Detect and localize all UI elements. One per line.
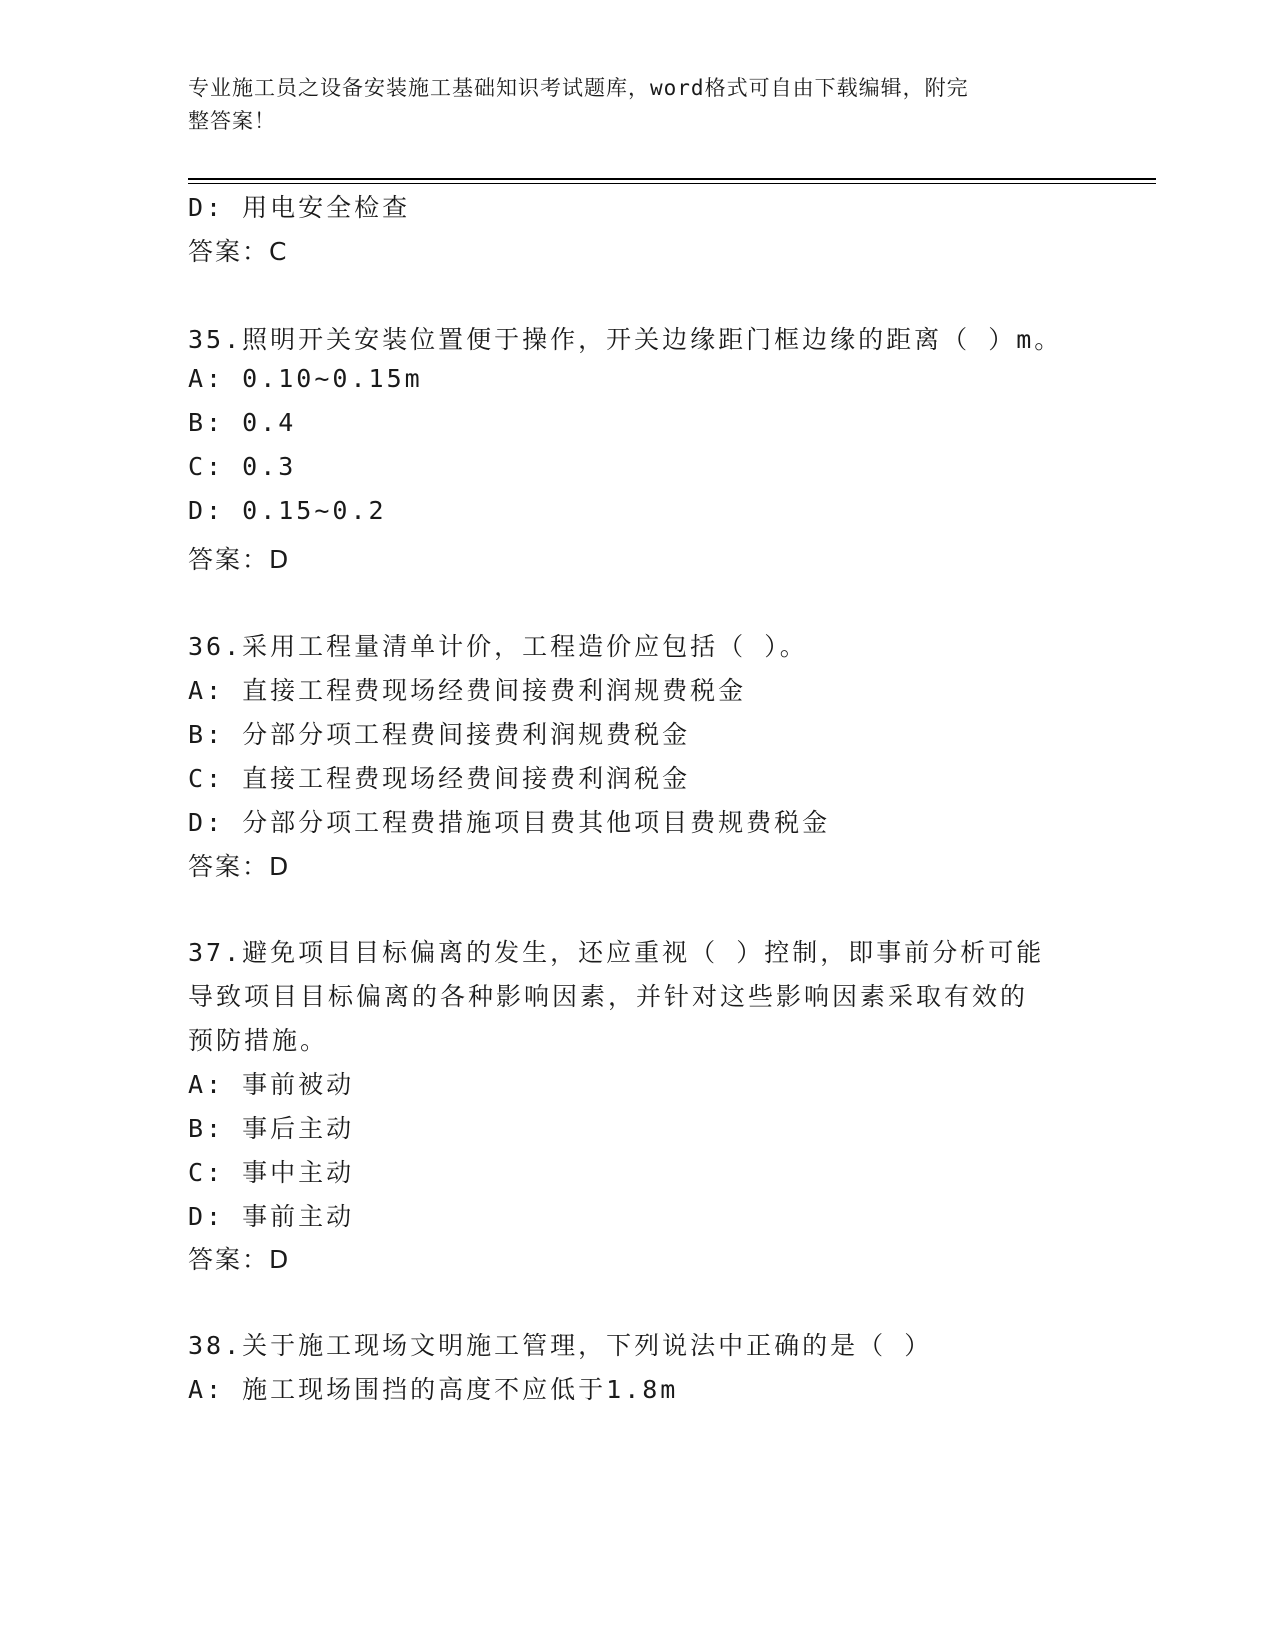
q36-option-a: A: 直接工程费现场经费间接费利润规费税金	[188, 676, 747, 705]
header-divider-thin	[188, 183, 1156, 184]
q37-option-b: B: 事后主动	[188, 1114, 355, 1143]
header-line-2: 整答案！	[188, 109, 276, 133]
q35-option-d: D: 0.15~0.2	[188, 496, 387, 525]
q34-option-d: D: 用电安全检查	[188, 193, 411, 222]
q35-answer: 答案：D	[188, 545, 291, 574]
q36-option-b: B: 分部分项工程费间接费利润规费税金	[188, 720, 691, 749]
q34-answer: 答案：C	[188, 237, 289, 266]
document-header	[188, 72, 1068, 138]
q35-question: 35.照明开关安装位置便于操作，开关边缘距门框边缘的距离（ ）m。	[188, 325, 1063, 354]
q36-option-c: C: 直接工程费现场经费间接费利润税金	[188, 764, 691, 793]
q37-option-a: A: 事前被动	[188, 1070, 355, 1099]
q37-option-c: C: 事中主动	[188, 1158, 355, 1187]
q37-question-line-3: 预防措施。	[188, 1026, 329, 1055]
q35-option-c: C: 0.3	[188, 452, 297, 481]
q37-question-line-2: 导致项目目标偏离的各种影响因素，并针对这些影响因素采取有效的	[188, 982, 1029, 1011]
q38-option-a: A: 施工现场围挡的高度不应低于1.8m	[188, 1375, 679, 1404]
header-line-1: 专业施工员之设备安装施工基础知识考试题库，word格式可自由下载编辑，附完	[188, 76, 969, 100]
q37-option-d: D: 事前主动	[188, 1202, 355, 1231]
q35-option-b: B: 0.4	[188, 408, 297, 437]
q36-answer: 答案：D	[188, 852, 291, 881]
header-divider-thick	[188, 178, 1156, 180]
q35-option-a: A: 0.10~0.15m	[188, 364, 423, 393]
q36-option-d: D: 分部分项工程费措施项目费其他项目费规费税金	[188, 808, 831, 837]
q37-question-line-1: 37.避免项目目标偏离的发生，还应重视（ ）控制，即事前分析可能	[188, 938, 1045, 967]
q37-answer: 答案：D	[188, 1245, 291, 1274]
q36-question: 36.采用工程量清单计价，工程造价应包括（ ）。	[188, 632, 808, 661]
q38-question: 38.关于施工现场文明施工管理，下列说法中正确的是（ ）	[188, 1331, 933, 1360]
